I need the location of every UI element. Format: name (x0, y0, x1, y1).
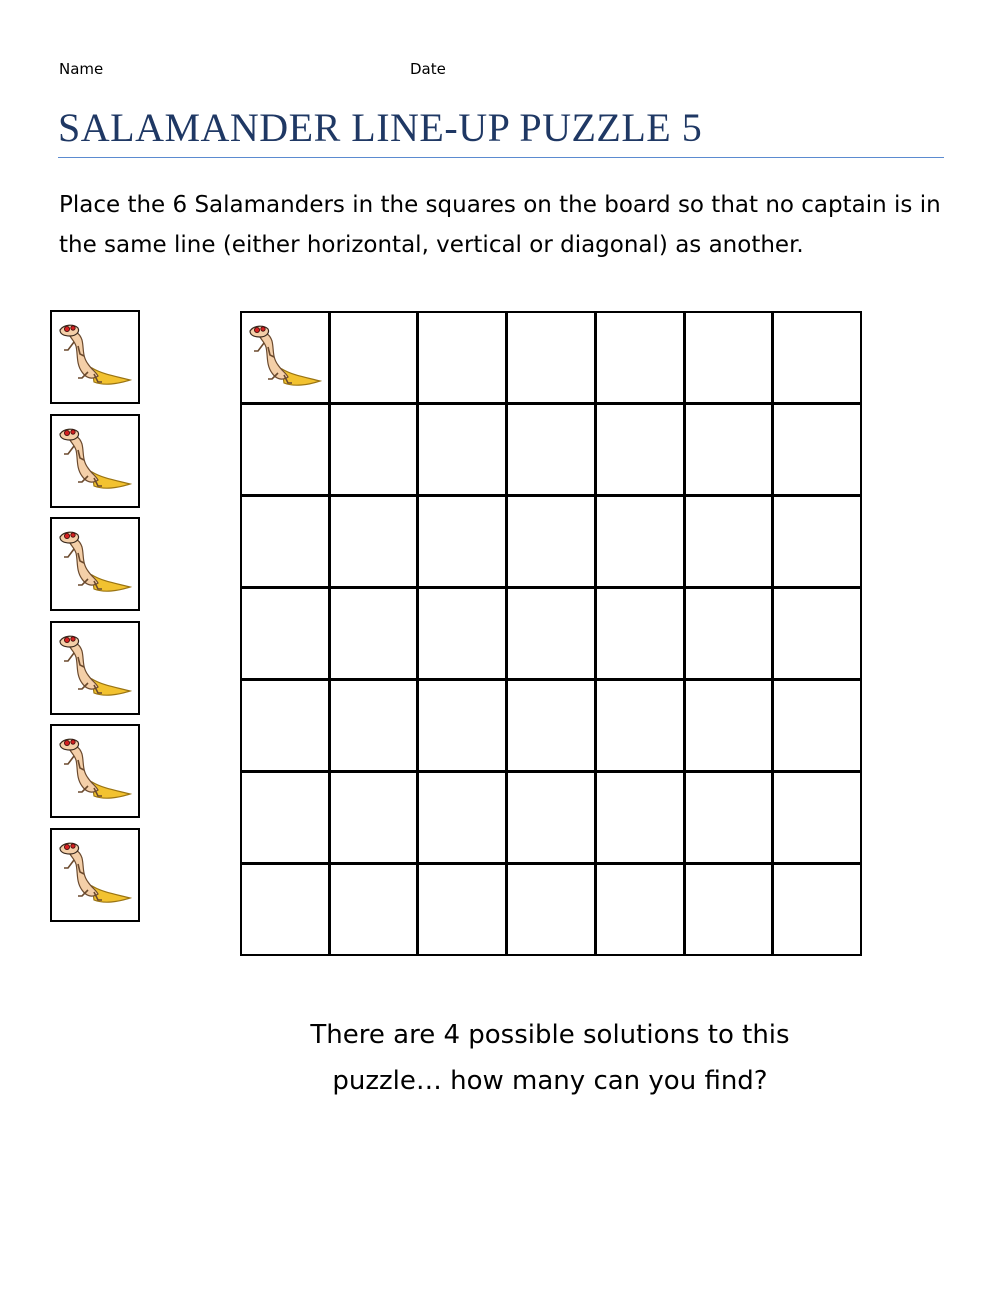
board-cell[interactable] (419, 865, 505, 954)
salamander-piece[interactable] (50, 517, 140, 611)
salamander-icon (58, 320, 132, 390)
salamander-icon (58, 424, 132, 494)
board-cell[interactable] (331, 313, 417, 402)
board-cell[interactable] (242, 865, 328, 954)
board-cell[interactable] (686, 865, 772, 954)
board-cell[interactable] (597, 405, 683, 494)
board-cell[interactable] (597, 313, 683, 402)
board-cell[interactable] (774, 313, 860, 402)
salamander-piece[interactable] (50, 310, 140, 404)
board-cell[interactable] (686, 405, 772, 494)
salamander-icon (58, 631, 132, 701)
instructions-text: Place the 6 Salamanders in the squares on the board so that no captain is in the same line (either horizontal, vertical or diagonal) as another. (59, 192, 941, 258)
board-cell[interactable] (242, 589, 328, 678)
board-cell[interactable] (419, 497, 505, 586)
salamander-piece[interactable] (50, 724, 140, 818)
solutions-note (180, 1012, 920, 1104)
board-cell[interactable] (242, 497, 328, 586)
date-label: Date (410, 60, 446, 78)
board-cell[interactable] (686, 773, 772, 862)
board-cell[interactable] (597, 497, 683, 586)
board-cell[interactable] (774, 405, 860, 494)
board-cell[interactable] (331, 589, 417, 678)
salamander-piece[interactable] (50, 414, 140, 508)
board-cell[interactable] (597, 773, 683, 862)
title-divider (58, 157, 944, 158)
board-cell[interactable] (686, 497, 772, 586)
board-cell[interactable] (242, 773, 328, 862)
salamander-icon (248, 321, 322, 391)
board-cell[interactable] (331, 497, 417, 586)
page-title: SALAMANDER LINE-UP PUZZLE 5 (58, 105, 703, 150)
board-cell[interactable] (686, 589, 772, 678)
solutions-note-line-2: puzzle… how many can you find? (332, 1066, 768, 1096)
board-cell[interactable] (597, 681, 683, 770)
board-cell[interactable] (508, 405, 594, 494)
board-cell[interactable] (508, 865, 594, 954)
board-cell[interactable] (242, 405, 328, 494)
salamander-piece[interactable] (50, 828, 140, 922)
board-cell[interactable] (331, 773, 417, 862)
salamander-icon (58, 838, 132, 908)
salamander-icon (58, 734, 132, 804)
board-cell[interactable] (686, 313, 772, 402)
puzzle-board (240, 311, 862, 956)
board-cell[interactable] (508, 773, 594, 862)
board-cell[interactable] (331, 681, 417, 770)
board-cell[interactable] (774, 681, 860, 770)
board-cell[interactable] (242, 313, 328, 402)
board-cell[interactable] (508, 589, 594, 678)
board-cell[interactable] (508, 313, 594, 402)
board-cell[interactable] (597, 865, 683, 954)
board-cell[interactable] (508, 681, 594, 770)
board-cell[interactable] (774, 773, 860, 862)
board-cell[interactable] (419, 589, 505, 678)
board-cell[interactable] (419, 773, 505, 862)
name-label: Name (59, 60, 104, 78)
solutions-note-line-1: There are 4 possible solutions to this (310, 1020, 790, 1050)
board-cell[interactable] (774, 865, 860, 954)
board-cell[interactable] (419, 405, 505, 494)
board-cell[interactable] (419, 313, 505, 402)
salamander-piece[interactable] (50, 621, 140, 715)
board-cell[interactable] (774, 497, 860, 586)
board-cell[interactable] (508, 497, 594, 586)
board-cell[interactable] (597, 589, 683, 678)
board-cell[interactable] (419, 681, 505, 770)
board-cell[interactable] (242, 681, 328, 770)
board-cell[interactable] (686, 681, 772, 770)
salamander-icon (58, 527, 132, 597)
board-cell[interactable] (331, 405, 417, 494)
board-cell[interactable] (331, 865, 417, 954)
board-cell[interactable] (774, 589, 860, 678)
